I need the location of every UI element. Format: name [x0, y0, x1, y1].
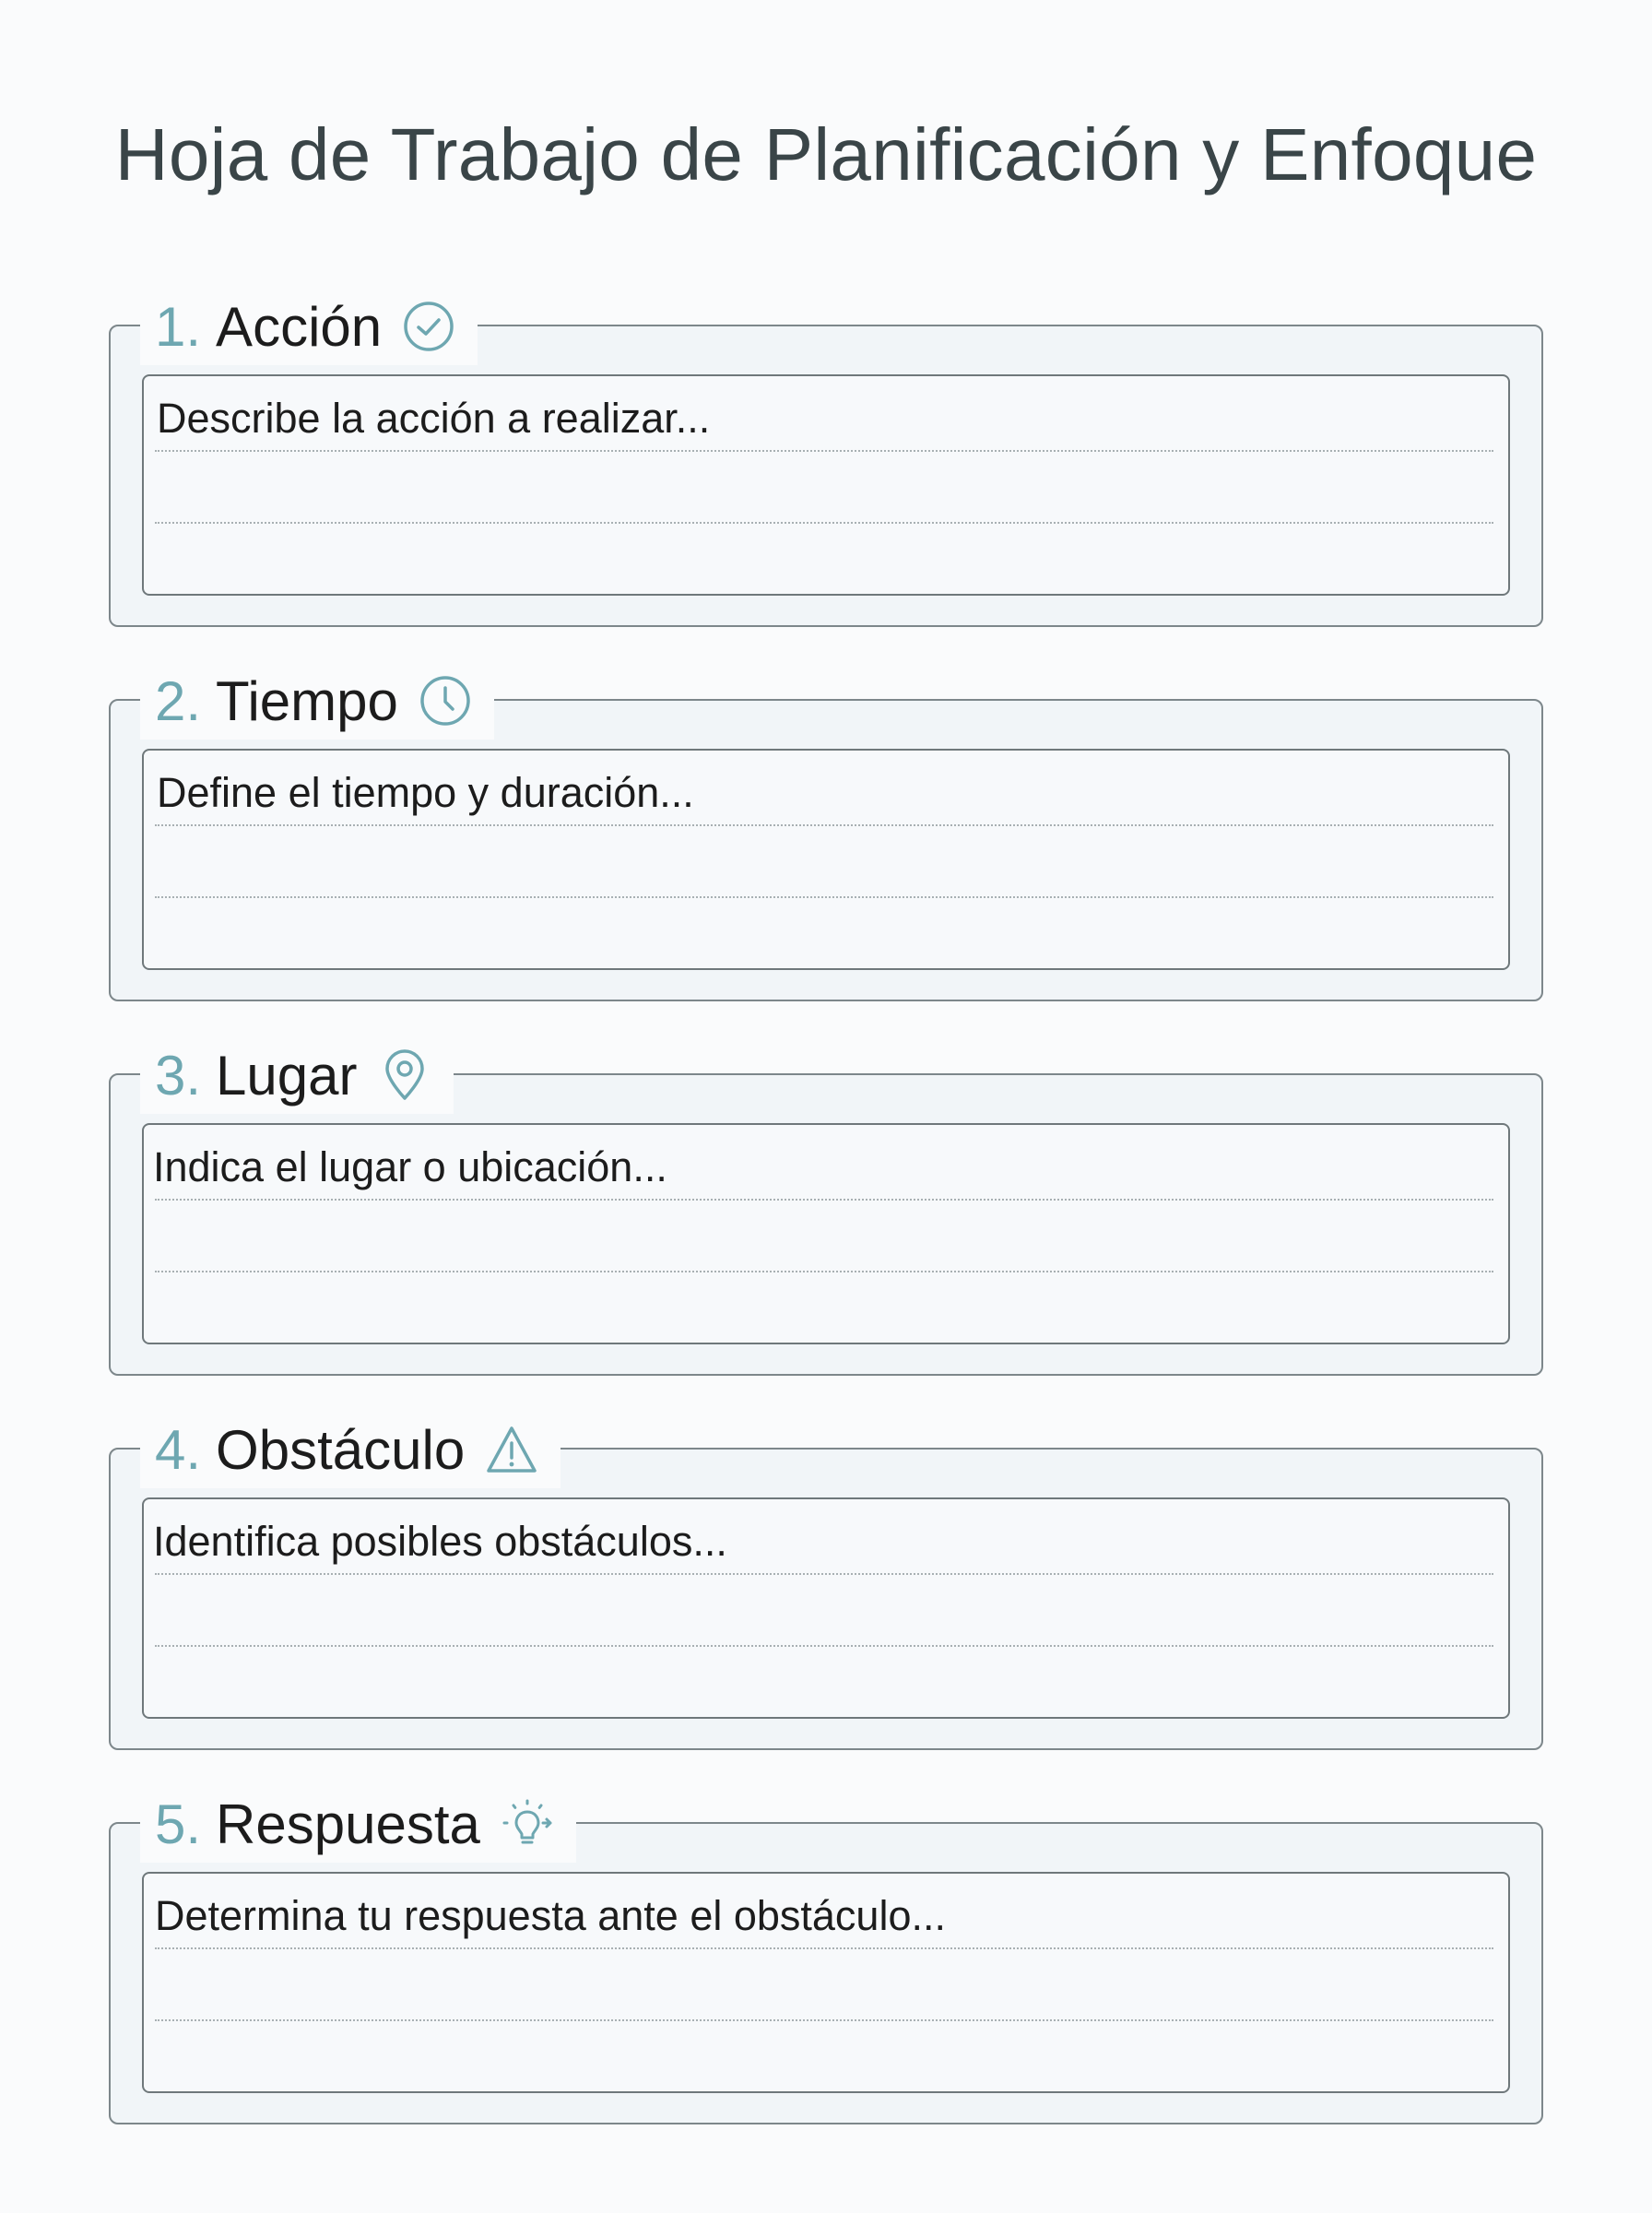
section-header	[140, 662, 494, 740]
section-header	[140, 1411, 560, 1488]
page-title: Hoja de Trabajo de Planificación y Enfoque	[114, 113, 1538, 195]
section-label: Respuesta	[216, 1793, 480, 1855]
section-number: 1.	[155, 295, 202, 358]
tiempo-input[interactable]	[142, 749, 1510, 970]
respuesta-input[interactable]	[142, 1872, 1510, 2093]
check-circle-icon	[402, 300, 455, 353]
section-number: 2.	[155, 669, 202, 732]
accion-input[interactable]	[142, 374, 1510, 596]
section-tiempo	[109, 669, 1543, 1001]
section-number: 4.	[155, 1418, 202, 1481]
section-header	[140, 1036, 454, 1114]
lightbulb-icon	[501, 1797, 554, 1851]
tiempo-placeholder: Define el tiempo y duración...	[157, 769, 694, 816]
section-label: Tiempo	[216, 669, 398, 732]
writing-line	[155, 1199, 1493, 1201]
writing-line	[155, 1947, 1493, 1949]
lugar-placeholder: Indica el lugar o ubicación...	[153, 1143, 667, 1190]
section-number: 3.	[155, 1044, 202, 1106]
writing-line	[155, 1645, 1493, 1647]
respuesta-placeholder: Determina tu respuesta ante el obstáculo...	[155, 1892, 946, 1939]
map-pin-icon	[378, 1048, 431, 1102]
writing-line	[155, 824, 1493, 826]
writing-line	[155, 1271, 1493, 1272]
section-label: Lugar	[216, 1044, 358, 1106]
writing-line	[155, 1573, 1493, 1575]
writing-line	[155, 2019, 1493, 2021]
writing-line	[155, 522, 1493, 524]
accion-placeholder: Describe la acción a realizar...	[157, 395, 711, 442]
section-header	[140, 1785, 576, 1863]
section-label: Obstáculo	[216, 1418, 466, 1481]
section-label: Acción	[216, 295, 383, 358]
writing-line	[155, 896, 1493, 898]
section-accion	[109, 295, 1543, 627]
warning-triangle-icon	[485, 1423, 538, 1476]
section-header	[140, 288, 478, 365]
clock-icon	[419, 674, 472, 728]
lugar-input[interactable]	[142, 1123, 1510, 1344]
section-obstaculo	[109, 1418, 1543, 1750]
writing-line	[155, 450, 1493, 452]
section-number: 5.	[155, 1793, 202, 1855]
obstaculo-placeholder: Identifica posibles obstáculos...	[153, 1518, 727, 1565]
section-respuesta	[109, 1793, 1543, 2124]
section-lugar	[109, 1044, 1543, 1376]
obstaculo-input[interactable]	[142, 1497, 1510, 1719]
